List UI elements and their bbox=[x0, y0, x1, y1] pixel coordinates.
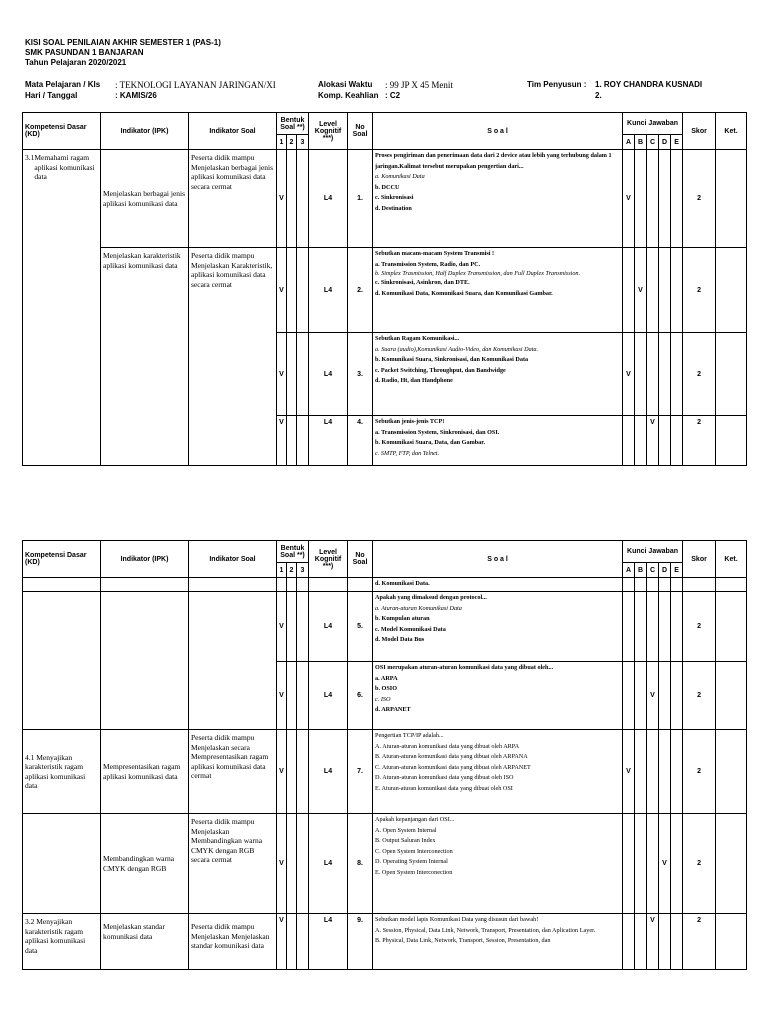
level-cell: L4 bbox=[309, 592, 348, 662]
th-b3: 3 bbox=[297, 135, 309, 150]
option-a: a. Aturan-aturan Komunikasi Data bbox=[375, 604, 462, 612]
soal-cell bbox=[373, 814, 623, 914]
table-row bbox=[23, 730, 747, 814]
answer-d bbox=[659, 914, 671, 970]
th-b1: 1 bbox=[277, 135, 287, 150]
answer-a bbox=[623, 592, 635, 662]
option-b: b. Komunikasi Suara, Sinkronisasi, dan Komunikasi Data bbox=[375, 356, 529, 363]
option-c: c. Packet Switching, Throughput, dan Bandwidge bbox=[375, 366, 506, 374]
option-a: a. Suara (audio),Komunikasi Audio-Video, dan Komunikasi Data. bbox=[375, 345, 539, 353]
answer-e bbox=[671, 914, 683, 970]
level-cell: L4 bbox=[309, 248, 348, 333]
option-e: E. Aturan-aturan komunikasi data yang dibuat oleh OSI bbox=[375, 784, 513, 792]
no-cell: 1. bbox=[348, 150, 373, 248]
level-cell: L4 bbox=[309, 333, 348, 416]
answer-e bbox=[671, 730, 683, 814]
question-text: Sebutkan macam-macam System Transmisi ! bbox=[375, 250, 495, 257]
question-text: Sebutkan jenis-jenis TCP! bbox=[375, 418, 445, 425]
level-cell: L4 bbox=[309, 814, 348, 914]
option-b: b. OSIO bbox=[375, 685, 398, 692]
kd-number: 3.1 bbox=[25, 153, 35, 162]
level-cell: L4 bbox=[309, 730, 348, 814]
answer-b bbox=[635, 814, 647, 914]
skor-cell: 2 bbox=[683, 662, 716, 730]
table-row bbox=[23, 248, 747, 333]
th-ket: Ket. bbox=[716, 541, 747, 578]
question-text: Apakah yang dimaksud dengan protocol... bbox=[375, 594, 487, 601]
answer-e bbox=[671, 662, 683, 730]
th-level: Level Kognitif ***) bbox=[309, 541, 348, 578]
answer-b bbox=[635, 592, 647, 662]
kd-cell: 3.2 Menyajikan karakteristik ragam aplikasi komunikasi data bbox=[23, 914, 101, 970]
th-bentuk: Bentuk Soal **) bbox=[277, 113, 309, 135]
bentuk-1: V bbox=[277, 592, 287, 662]
answer-c bbox=[647, 248, 659, 333]
soal-cell bbox=[373, 914, 623, 970]
answer-d bbox=[659, 333, 671, 416]
option-b: b. Kumpulan aturan bbox=[375, 615, 430, 622]
option-b: b. Komunikasi Suara, Data, dan Gambar. bbox=[375, 439, 485, 446]
option-d: d. Destination bbox=[375, 204, 412, 212]
option-b: B. Output Saluran Index bbox=[375, 837, 436, 844]
kisi-table-page-2 bbox=[22, 540, 747, 970]
th-no: No Soal bbox=[348, 541, 373, 578]
bentuk-1: V bbox=[277, 333, 287, 416]
option-d: D. Operating System Internal bbox=[375, 858, 448, 865]
answer-a bbox=[623, 814, 635, 914]
option-a: a. Transmission System, Radio, dan PC. bbox=[375, 260, 481, 268]
ipk-cell: Menjelaskan standar komunikasi data bbox=[101, 914, 189, 970]
table-row bbox=[23, 150, 747, 248]
option-d: d. ARPANET bbox=[375, 706, 411, 713]
th-b3: 3 bbox=[297, 563, 309, 578]
level-cell: L4 bbox=[309, 914, 348, 970]
ik-cell: Peserta didik mampu Menjelaskan berbagai jenis aplikasi komunikasi data secara cermat bbox=[189, 150, 277, 248]
th-ket: Ket. bbox=[716, 113, 747, 150]
answer-a bbox=[623, 662, 635, 730]
option-b: B. Aturan-aturan komunikasi data yang dibuat oleh ARPANA bbox=[375, 753, 528, 760]
th-b1: 1 bbox=[277, 563, 287, 578]
kd-text: Memahami ragam aplikasi komunikasi data bbox=[34, 153, 95, 181]
no-cell: 9. bbox=[348, 914, 373, 970]
answer-c bbox=[647, 730, 659, 814]
skor-cell: 2 bbox=[683, 333, 716, 416]
answer-a: V bbox=[623, 333, 635, 416]
th-b2: 2 bbox=[287, 563, 297, 578]
option-b: B. Physical, Data Link, Network, Transport, Session, Presentation, dan bbox=[375, 937, 551, 944]
answer-e bbox=[671, 592, 683, 662]
ipk-cell: Membandingkan warna CMYK dengan RGB bbox=[101, 814, 189, 914]
soal-cell bbox=[373, 592, 623, 662]
answer-b bbox=[635, 914, 647, 970]
answer-a bbox=[623, 914, 635, 970]
level-cell: L4 bbox=[309, 150, 348, 248]
answer-d bbox=[659, 416, 671, 466]
bentuk-1: V bbox=[277, 416, 287, 466]
option-c: c. Model Komunikasi Data bbox=[375, 625, 446, 633]
question-text: Pengertian TCP/IP adalah... bbox=[375, 732, 444, 739]
answer-c bbox=[647, 592, 659, 662]
komp-value: : C2 bbox=[385, 91, 401, 100]
option-a: A. Open System Internal bbox=[375, 826, 437, 834]
table-row bbox=[23, 914, 747, 970]
th-b2: 2 bbox=[287, 135, 297, 150]
option-c: c. ISO bbox=[375, 695, 391, 703]
th-ik: Indikator Soal bbox=[189, 113, 277, 150]
bentuk-1: V bbox=[277, 730, 287, 814]
kisi-table-page-1 bbox=[22, 112, 747, 466]
th-no: No Soal bbox=[348, 113, 373, 150]
bentuk-1: V bbox=[277, 248, 287, 333]
option-d: D. Aturan-aturan komunikasi data yang dibuat oleh ISO bbox=[375, 774, 514, 781]
kd-cell bbox=[23, 150, 101, 466]
skor-cell: 2 bbox=[683, 914, 716, 970]
answer-c bbox=[647, 150, 659, 248]
answer-b bbox=[635, 333, 647, 416]
answer-d bbox=[659, 248, 671, 333]
option-a: a. Transmission System, Sinkronisasi, dan OSI. bbox=[375, 428, 500, 436]
ik-cell: Peserta didik mampu Menjelaskan Menjelaskan standar komunikasi data bbox=[189, 914, 277, 970]
th-ik: Indikator Soal bbox=[189, 541, 277, 578]
continued-option: d. Komunikasi Data. bbox=[375, 580, 430, 587]
th-kd-opt: D bbox=[659, 563, 671, 578]
option-a: A. Aturan-aturan komunikasi data yang dibuat oleh ARPA bbox=[375, 742, 520, 750]
skor-cell: 2 bbox=[683, 592, 716, 662]
school-year: Tahun Pelajaran 2020/2021 bbox=[25, 58, 127, 67]
ipk-cell: Menjelaskan karakteristik aplikasi komunikasi data bbox=[101, 248, 189, 466]
answer-b bbox=[635, 730, 647, 814]
no-cell: 3. bbox=[348, 333, 373, 416]
answer-b: V bbox=[635, 248, 647, 333]
question-text: Proses pengiriman dan penerimaan data dari 2 device atau lebih yang terhubung dalam 1 jaringan.Kalimat tersebut merupakan pengertian dari... bbox=[375, 152, 612, 170]
th-kb: B bbox=[635, 135, 647, 150]
th-ipk: Indikator (IPK) bbox=[101, 113, 189, 150]
option-a: a. Komunikasi Data bbox=[375, 173, 425, 180]
ipk-cell: Menjelaskan berbagai jenis aplikasi komunikasi data bbox=[101, 150, 189, 248]
th-kd: Kompetensi Dasar (KD) bbox=[23, 541, 101, 578]
soal-cell bbox=[373, 333, 623, 416]
soal-cell bbox=[373, 248, 623, 333]
answer-b bbox=[635, 416, 647, 466]
question-text: Apakah kepanjangan dari OSI... bbox=[375, 816, 455, 823]
hari-value: : KAMIS/26 bbox=[115, 91, 157, 100]
komp-label: Komp. Keahlian bbox=[318, 91, 379, 100]
question-text: Sebutkan Ragam Komunikasi... bbox=[375, 335, 460, 342]
soal-cell bbox=[373, 662, 623, 730]
question-text: Sebutkan model lapis Komunikasi Data yang disusun dari bawah! bbox=[375, 916, 539, 923]
th-kunci: Kunci Jawaban bbox=[623, 541, 683, 563]
ik-cell: Peserta didik mampu Menjelaskan Karakteristik, aplikasi komunikasi data secara cermat bbox=[189, 248, 277, 466]
option-a: a. ARPA bbox=[375, 674, 398, 682]
no-cell: 2. bbox=[348, 248, 373, 333]
tim-member-2: 2. bbox=[595, 91, 602, 100]
skor-cell: 2 bbox=[683, 150, 716, 248]
tim-member-1: 1. ROY CHANDRA KUSNADI bbox=[595, 80, 703, 89]
no-cell: 8. bbox=[348, 814, 373, 914]
answer-a: V bbox=[623, 730, 635, 814]
bentuk-1: V bbox=[277, 150, 287, 248]
th-kd: Kompetensi Dasar (KD) bbox=[23, 113, 101, 150]
hari-label: Hari / Tanggal bbox=[25, 91, 78, 100]
answer-e bbox=[671, 814, 683, 914]
th-soal: S o a l bbox=[373, 541, 623, 578]
option-b: b. Simplex Trasmission, Half Duplex Transmission, dan Full Duplex Transmission. bbox=[375, 270, 581, 277]
answer-a bbox=[623, 248, 635, 333]
th-skor: Skor bbox=[683, 113, 716, 150]
skor-cell: 2 bbox=[683, 814, 716, 914]
soal-cell bbox=[373, 150, 623, 248]
alokasi-value: : 99 JP X 45 Menit bbox=[385, 80, 453, 90]
option-c: c. Sinkronisasi, Asinkron, dan DTE. bbox=[375, 279, 470, 286]
no-cell: 5. bbox=[348, 592, 373, 662]
soal-cell bbox=[373, 730, 623, 814]
th-ka: A bbox=[623, 135, 635, 150]
answer-c: V bbox=[647, 662, 659, 730]
table-row bbox=[23, 592, 747, 662]
option-d: d. Model Data Bus bbox=[375, 636, 425, 643]
answer-d bbox=[659, 730, 671, 814]
th-kc: C bbox=[647, 135, 659, 150]
answer-c: V bbox=[647, 914, 659, 970]
skor-cell: 2 bbox=[683, 416, 716, 466]
th-ke: E bbox=[671, 563, 683, 578]
option-d: d. Radio, Ht, dan Handphone bbox=[375, 377, 453, 384]
option-b: b. DCCU bbox=[375, 183, 400, 191]
mapel-label: Mata Pelajaran / Kls bbox=[25, 80, 101, 89]
answer-d bbox=[659, 150, 671, 248]
bentuk-1: V bbox=[277, 814, 287, 914]
th-ipk: Indikator (IPK) bbox=[101, 541, 189, 578]
no-cell: 7. bbox=[348, 730, 373, 814]
school-name: SMK PASUNDAN 1 BANJARAN bbox=[25, 48, 144, 57]
th-ke: E bbox=[671, 135, 683, 150]
answer-d bbox=[659, 592, 671, 662]
th-level: Level Kognitif ***) bbox=[309, 113, 348, 150]
answer-b bbox=[635, 662, 647, 730]
alokasi-label: Alokasi Waktu bbox=[318, 80, 373, 89]
answer-c: V bbox=[647, 416, 659, 466]
answer-b bbox=[635, 150, 647, 248]
answer-a bbox=[623, 416, 635, 466]
answer-c bbox=[647, 814, 659, 914]
option-e: E. Open System Interconection bbox=[375, 868, 453, 876]
answer-c bbox=[647, 333, 659, 416]
th-kb: B bbox=[635, 563, 647, 578]
level-cell: L4 bbox=[309, 416, 348, 466]
soal-cell bbox=[373, 416, 623, 466]
th-soal: S o a l bbox=[373, 113, 623, 150]
th-ka: A bbox=[623, 563, 635, 578]
option-c: C. Aturan-aturan komunikasi data yang dibuat oleh ARPANET bbox=[375, 763, 531, 771]
skor-cell: 2 bbox=[683, 730, 716, 814]
answer-a: V bbox=[623, 150, 635, 248]
ik-cell: Peserta didik mampu Menjelaskan secara Mempresentasikan ragam aplikasi komunikasi data cermat bbox=[189, 730, 277, 814]
level-cell: L4 bbox=[309, 662, 348, 730]
skor-cell: 2 bbox=[683, 248, 716, 333]
option-c: c. Sinkronisasi bbox=[375, 194, 414, 201]
th-bentuk: Bentuk Soal **) bbox=[277, 541, 309, 563]
answer-d bbox=[659, 662, 671, 730]
option-d: d. Komunikasi Data, Komunikasi Suara, dan Komunikasi Gambar. bbox=[375, 289, 553, 297]
mapel-value: : TEKNOLOGI LAYANAN JARINGAN/XI bbox=[115, 80, 276, 90]
question-text: OSI merupakan aturan-aturan komunikasi data yang dibuat oleh... bbox=[375, 664, 554, 671]
no-cell: 4. bbox=[348, 416, 373, 466]
table-row bbox=[23, 814, 747, 914]
table-row bbox=[23, 578, 747, 592]
option-a: A. Session, Physical, Data Link, Network, Transport, Presentation, dan Aplication Layer. bbox=[375, 926, 596, 934]
th-kc: C bbox=[647, 563, 659, 578]
th-kd-opt: D bbox=[659, 135, 671, 150]
answer-d: V bbox=[659, 814, 671, 914]
ik-cell: Peserta didik mampu Menjelaskan Membandingkan warna CMYK dengan RGB secara cermat bbox=[189, 814, 277, 914]
ipk-cell: Mempresentasikan ragam aplikasi komunikasi data bbox=[101, 730, 189, 814]
bentuk-1: V bbox=[277, 914, 287, 970]
tim-label: Tim Penyusun : bbox=[527, 80, 587, 89]
th-kunci: Kunci Jawaban bbox=[623, 113, 683, 135]
no-cell: 6. bbox=[348, 662, 373, 730]
option-c: c. SMTP, FTP, dan Telnet. bbox=[375, 449, 440, 457]
kd-cell: 4.1 Menyajikan karakteristik ragam aplikasi komunikasi data bbox=[23, 730, 101, 814]
document-header bbox=[25, 38, 221, 68]
th-skor: Skor bbox=[683, 541, 716, 578]
bentuk-1: V bbox=[277, 662, 287, 730]
doc-title: KISI SOAL PENILAIAN AKHIR SEMESTER 1 (PAS-1) bbox=[25, 38, 221, 47]
option-c: C. Open System Interconection bbox=[375, 847, 453, 855]
